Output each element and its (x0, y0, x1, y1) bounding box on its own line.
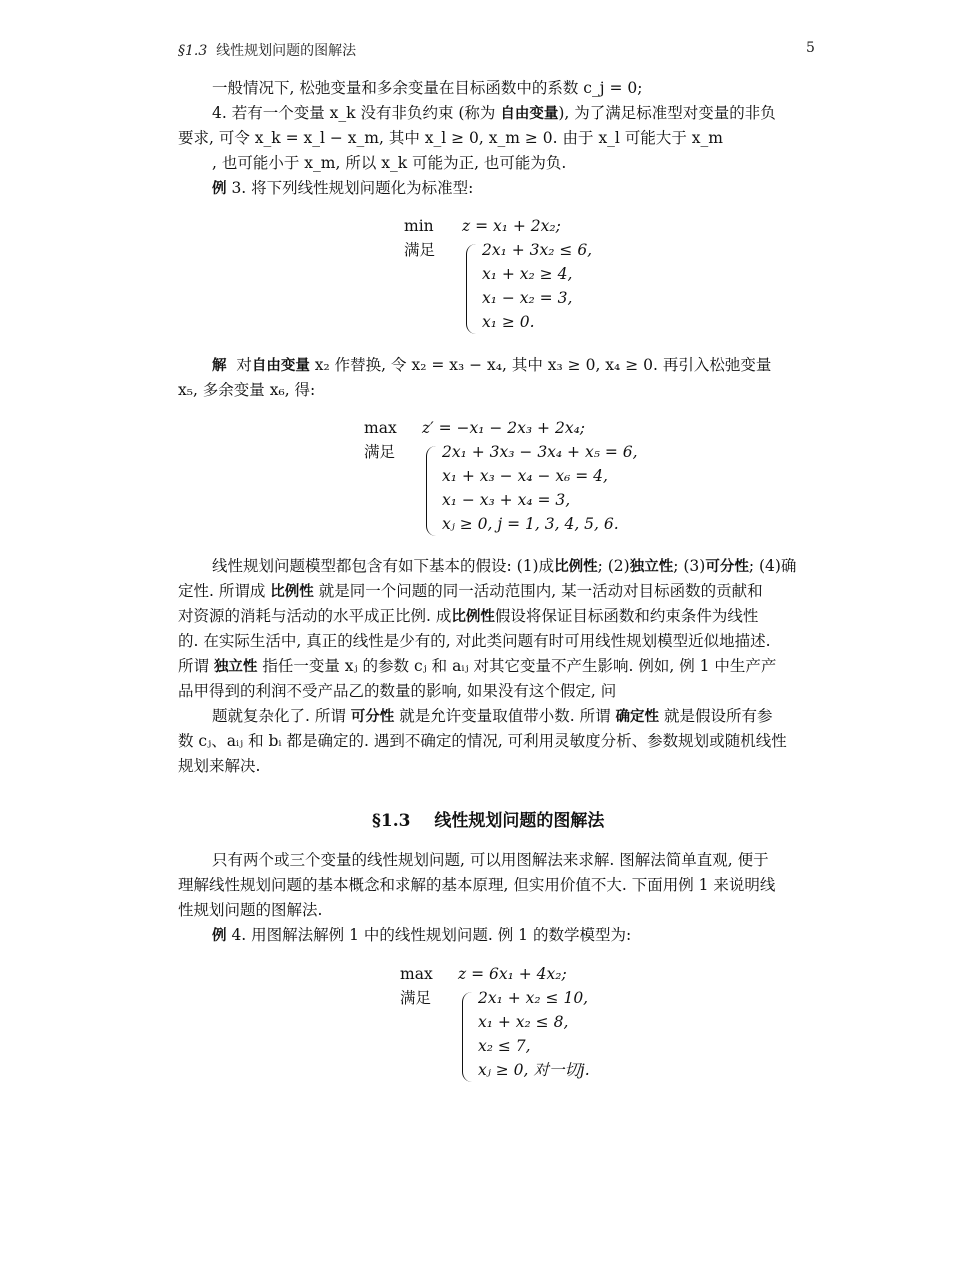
assumptions-line-4: 的. 在实际生活中, 真正的线性是少有的, 对此类问题有时可用线性规划模型近似地描述. (178, 632, 771, 650)
graph-para-line-2: 理解线性规划问题的基本概念和求解的基本原理, 但实用价值不大. 下面用例 1 来说明线 (178, 876, 776, 894)
obj-label: max (364, 419, 397, 437)
obj-label: min (404, 217, 434, 235)
assumptions-line-8: 数 cⱼ、aᵢⱼ 和 bᵢ 都是确定的. 遇到不确定的情况, 可利用灵敏度分析、参数规划或随机线性 (178, 732, 787, 750)
constraint-list (478, 986, 590, 1082)
constraint-brace (426, 446, 436, 536)
objective: z = 6x₁ + 4x₂; (458, 965, 567, 983)
para1-line-4: , 也可能小于 x_m, 所以 x_k 可能为正, 也可能为负. (212, 154, 567, 172)
example4-intro (212, 925, 631, 946)
constraint: x₁ − x₂ = 3, (482, 289, 573, 307)
assumptions-line-9: 规划来解决. (178, 757, 261, 775)
formula-problem4 (400, 962, 640, 1084)
running-header-title (178, 40, 356, 60)
solution-line-1 (212, 355, 771, 376)
assumptions-line-1: 线性规划问题模型都包含有如下基本的假设: (1)成比例性; (2)独立性; (3)可分性; (4)确 (212, 557, 797, 575)
constraint: xⱼ ≥ 0, 对一切j. (478, 1061, 590, 1079)
key-term: 比例性 (554, 559, 598, 575)
objective: z = x₁ + 2x₂; (462, 217, 561, 235)
assumptions-line-3: 对资源的消耗与活动的水平成正比例. 成比例性假设将保证目标函数和约束条件为线性 (178, 607, 759, 625)
assumptions-line-5: 所谓 独立性 指任一变量 xⱼ 的参数 cⱼ 和 aᵢⱼ 对其它变量不产生影响. 例如, 例 1 中生产产 (178, 657, 777, 675)
example-label: 例 (212, 928, 227, 944)
key-term: 独立性 (213, 659, 258, 675)
constraint-brace (462, 992, 472, 1082)
formula-problem3-standard (364, 416, 664, 538)
graph-para-line-3: 性规划问题的图解法. (178, 901, 323, 919)
example3-text: 3. 将下列线性规划问题化为标准型: (231, 179, 474, 197)
constraint: 2x₁ + x₂ ≤ 10, (478, 989, 589, 1007)
st-label: 满足 (400, 989, 432, 1007)
key-term: 可分性 (705, 559, 749, 575)
constraint: xⱼ ≥ 0, j = 1, 3, 4, 5, 6. (442, 515, 619, 533)
constraint-list (482, 238, 592, 334)
st-label: 满足 (404, 241, 436, 259)
assumptions-line-6: 品甲得到的利润不受产品乙的数量的影响, 如果没有这个假定, 问 (178, 682, 617, 700)
key-term: 比例性 (451, 609, 495, 625)
key-term: 自由变量 (251, 358, 310, 374)
para1-line-1: 一般情况下, 松弛变量和多余变量在目标函数中的系数 c_j = 0; (212, 79, 643, 97)
para1-line-2: 4. 若有一个变量 x_k 没有非负约束 (称为 自由变量), 为了满足标准型对变量的非负 (212, 104, 776, 122)
para1-line-3: 要求, 可令 x_k = x_l − x_m, 其中 x_l ≥ 0, x_m ≥ 0. 由于 x_l 可能大于 x_m (178, 129, 723, 147)
key-term: 独立性 (629, 559, 674, 575)
constraint: 2x₁ + 3x₃ − 3x₄ + x₅ = 6, (442, 443, 638, 461)
key-term: 可分性 (350, 709, 395, 725)
constraint: x₁ + x₂ ≤ 8, (478, 1013, 569, 1031)
header-title: 线性规划问题的图解法 (216, 43, 357, 59)
key-term: 比例性 (270, 584, 314, 600)
example-label: 例 (212, 181, 227, 197)
example4-text: 4. 用图解法解例 1 中的线性规划问题. 例 1 的数学模型为: (231, 926, 632, 944)
example3-intro (212, 178, 473, 199)
section-number: §1.3 (372, 811, 411, 831)
header-section-number: §1.3 (178, 43, 208, 59)
constraint: x₁ + x₂ ≥ 4, (482, 265, 573, 283)
constraint: x₂ ≤ 7, (478, 1037, 531, 1055)
key-term: 确定性 (615, 709, 660, 725)
solution-label: 解 (212, 358, 227, 374)
constraint: 2x₁ + 3x₂ ≤ 6, (482, 241, 593, 259)
constraint-list (442, 440, 638, 536)
solution-text: 对自由变量 x₂ 作替换, 令 x₂ = x₃ − x₄, 其中 x₃ ≥ 0, x₄ ≥ 0. 再引入松弛变量 (236, 356, 772, 374)
solution-line-2: x₅, 多余变量 x₆, 得: (178, 381, 316, 399)
assumptions-line-7: 题就复杂化了. 所谓 可分性 就是允许变量取值带小数. 所谓 确定性 就是假设所有参 (212, 707, 773, 725)
section-heading (372, 806, 604, 831)
obj-label: max (400, 965, 433, 983)
st-label: 满足 (364, 443, 396, 461)
formula-problem3 (404, 214, 644, 336)
constraint: x₁ − x₃ + x₄ = 3, (442, 491, 571, 509)
constraint-brace (466, 244, 476, 334)
assumptions-line-2: 定性. 所谓成 比例性 就是同一个问题的同一活动范围内, 某一活动对目标函数的贡献和 (178, 582, 763, 600)
key-term: 自由变量 (500, 106, 559, 122)
section-title: 线性规划问题的图解法 (434, 811, 605, 831)
objective: z′ = −x₁ − 2x₃ + 2x₄; (422, 419, 586, 437)
constraint: x₁ + x₃ − x₄ − x₆ = 4, (442, 467, 608, 485)
graph-para-line-1: 只有两个或三个变量的线性规划问题, 可以用图解法来求解. 图解法简单直观, 便于 (212, 851, 769, 869)
page-number: 5 (806, 40, 815, 56)
constraint: x₁ ≥ 0. (482, 313, 535, 331)
